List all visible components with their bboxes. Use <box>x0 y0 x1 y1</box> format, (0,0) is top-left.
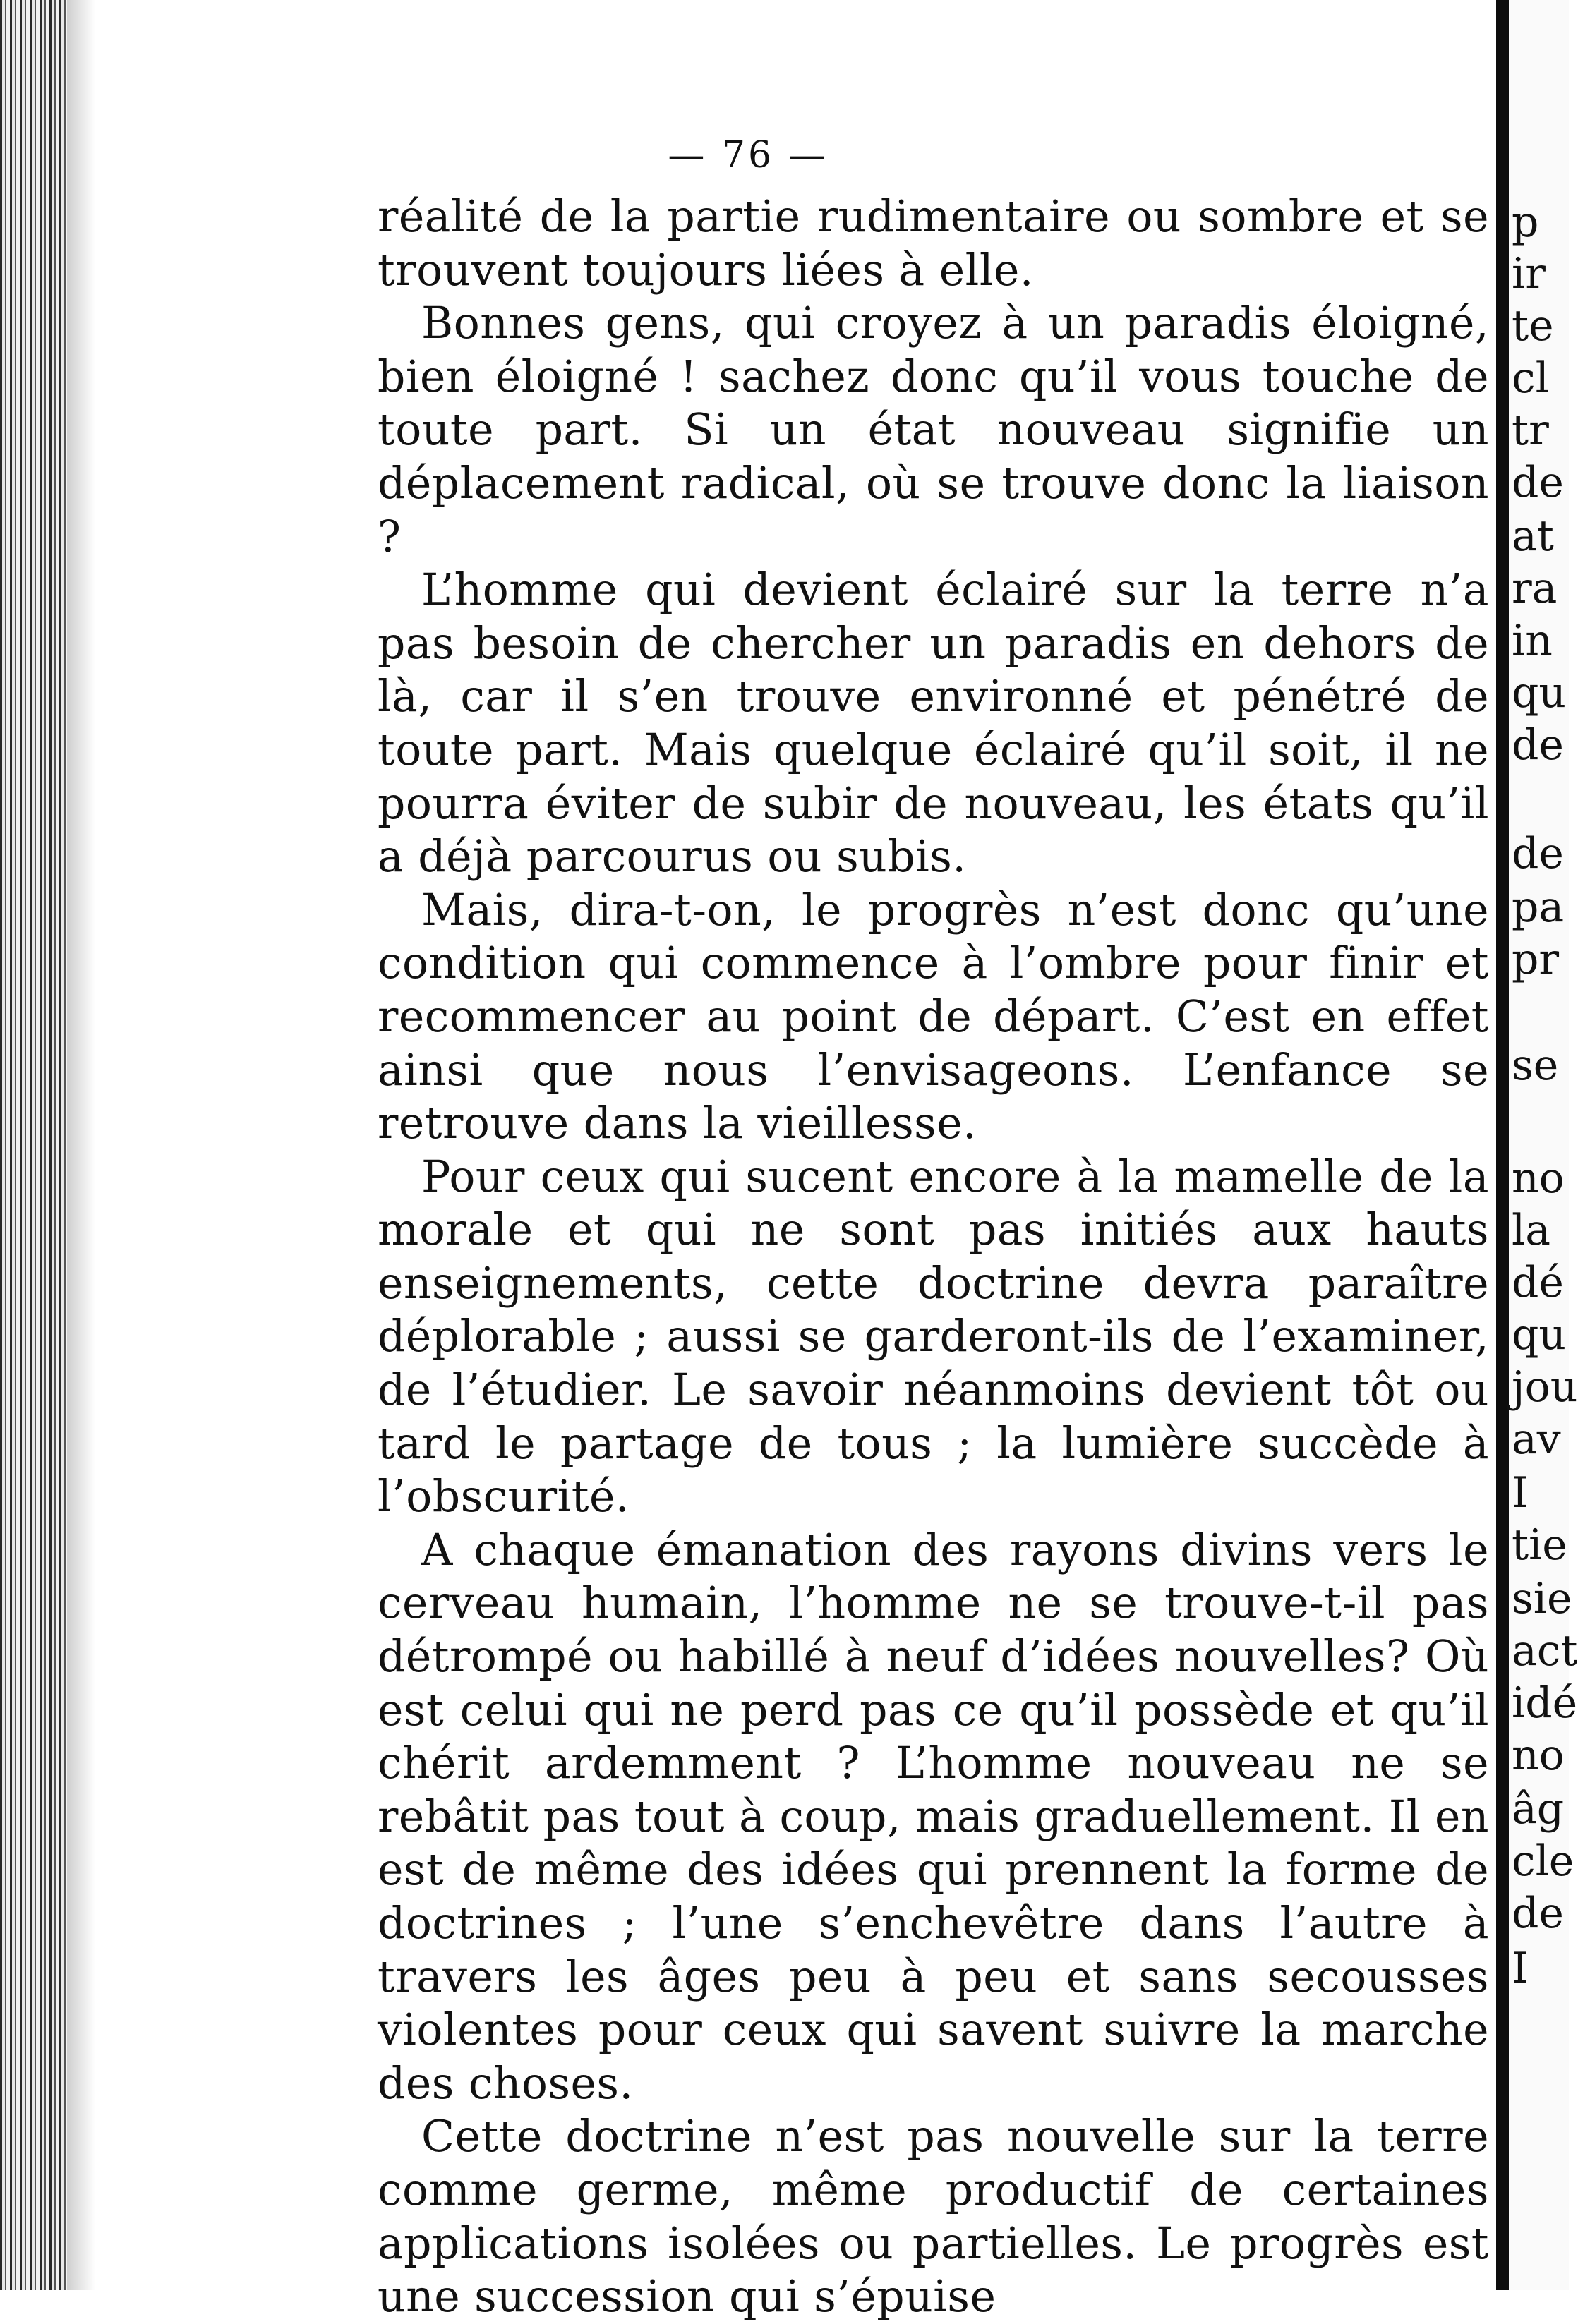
facing-fragment: qu <box>1512 668 1567 718</box>
facing-fragment: ir <box>1512 249 1546 298</box>
facing-fragment: dé <box>1512 1258 1564 1307</box>
binding-shadow <box>67 0 95 2290</box>
paragraph: Cette doctrine n’est pas nouvelle sur la terre comme germe, même productif de certaines applications isolées ou partielles. Le progrès est une succession qui s’épuise <box>378 2111 1489 2323</box>
facing-fragment: ra <box>1512 564 1558 613</box>
page-number: — 76 — <box>668 134 829 176</box>
facing-fragment: tie <box>1512 1520 1567 1570</box>
facing-fragment: tr <box>1512 406 1549 455</box>
facing-fragment: pa <box>1512 883 1565 932</box>
facing-fragment: de <box>1512 1889 1564 1938</box>
facing-fragment: p <box>1512 198 1539 247</box>
facing-fragment: se <box>1512 1041 1559 1090</box>
paragraph: réalité de la partie rudimentaire ou sombre et se trouvent toujours liées à elle. <box>378 191 1489 296</box>
facing-fragment: no <box>1512 1154 1565 1203</box>
facing-fragment: sie <box>1512 1574 1572 1623</box>
facing-fragment: I <box>1512 1468 1529 1518</box>
facing-fragment: act <box>1512 1626 1578 1676</box>
facing-fragment: cl <box>1512 353 1549 403</box>
facing-fragment: at <box>1512 512 1554 561</box>
body-text <box>378 190 1489 2324</box>
paragraph: L’homme qui devient éclairé sur la terre n’a pas besoin de chercher un paradis en dehors de là, car il s’en trouve environné et pénétré de toute part. Mais quelque éclairé qu’il soit, il ne pourra éviter de subir de nouveau, les états qu’il a déjà parcourus ou subis. <box>378 564 1489 883</box>
paragraph: Mais, dira-t-on, le progrès n’est donc qu’une condition qui commence à l’ombre pour finir et recommencer au point de départ. C’est en effet ainsi que nous l’envisageons. L’enfance se retrouve dans la vieillesse. <box>378 884 1489 1149</box>
facing-fragment: idé <box>1512 1678 1578 1728</box>
page-binding-edge <box>0 0 67 2290</box>
facing-fragment: cle <box>1512 1836 1574 1886</box>
facing-fragment: de <box>1512 829 1564 878</box>
facing-fragment: av <box>1512 1415 1561 1464</box>
facing-fragment: la <box>1512 1206 1550 1255</box>
facing-page-edge <box>1509 0 1578 2290</box>
facing-fragment: qu <box>1512 1310 1567 1360</box>
facing-fragment: âg <box>1512 1784 1565 1834</box>
facing-fragment: de <box>1512 458 1564 507</box>
facing-fragment: pr <box>1512 935 1560 984</box>
facing-fragment: jou <box>1512 1362 1578 1412</box>
facing-fragment: no <box>1512 1731 1565 1780</box>
facing-fragment: te <box>1512 301 1554 351</box>
paragraph: A chaque émanation des rayons divins vers le cerveau humain, l’homme ne se trouve-t-il pas détrompé ou habillé à neuf d’idées nouvelles? Où est celui qui ne perd pas ce qu’il possède et qu’il chérit ardemment ? L’homme nouveau ne se rebâtit pas tout à coup, mais graduellement. Il en est de même des idées qui prennent la forme de doctrines ; l’une s’enchevêtre dans l’autre à travers les âges peu à peu et sans secousses violentes pour ceux qui savent suivre la marche des choses. <box>378 1524 1489 2109</box>
paragraph: Pour ceux qui sucent encore à la mamelle de la morale et qui ne sont pas initiés aux hauts enseignements, cette doctrine devra paraître déplorable ; aussi se garderont-ils de l’examiner, de l’étudier. Le savoir néanmoins devient tôt ou tard le partage de tous ; la lumière succède à l’obscurité. <box>378 1151 1489 1523</box>
page-divider <box>1496 0 1509 2290</box>
facing-fragment: I <box>1512 1944 1529 1993</box>
paragraph: Bonnes gens, qui croyez à un paradis éloigné, bien éloigné ! sachez donc qu’il vous touche de toute part. Si un état nouveau signifie un déplacement radical, où se trouve donc la liaison ? <box>378 298 1489 562</box>
facing-fragment: de <box>1512 720 1564 770</box>
facing-fragment: in <box>1512 616 1553 665</box>
